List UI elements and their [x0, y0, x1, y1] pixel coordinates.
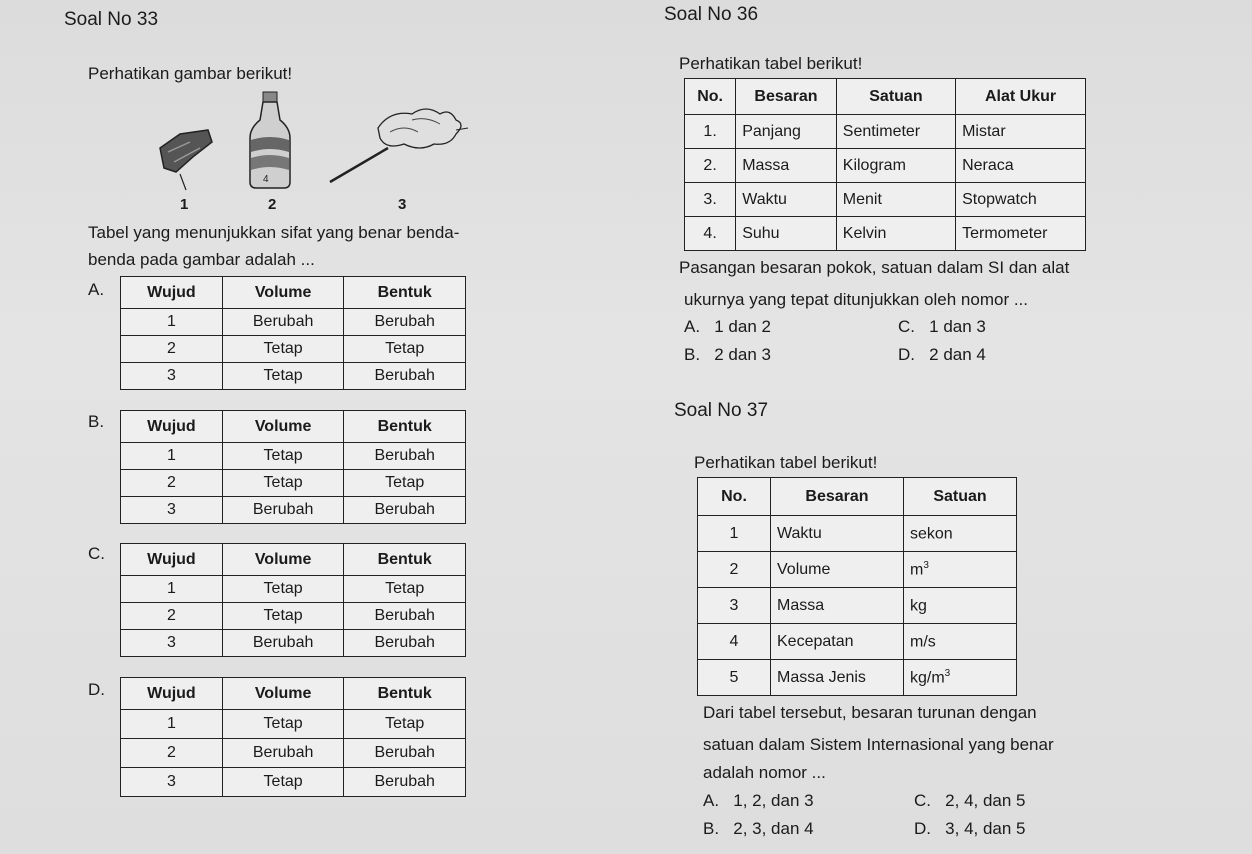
q37-question-line2: satuan dalam Sistem Internasional yang benar	[703, 735, 1054, 754]
header-volume: Volume	[222, 678, 344, 710]
q36-answer-a[interactable]: A. 1 dan 2	[684, 317, 771, 336]
q33-option-d-table[interactable]	[120, 677, 466, 797]
header-bentuk: Bentuk	[344, 678, 466, 710]
q33-intro: Perhatikan gambar berikut!	[88, 64, 293, 83]
header-satuan: Satuan	[904, 478, 1017, 516]
table-row: 3 Berubah Berubah	[121, 497, 466, 524]
header-volume: Volume	[222, 411, 344, 443]
q37-answer-b[interactable]: B. 2, 3, dan 4	[703, 819, 814, 838]
table-row: 3. Waktu Menit Stopwatch	[685, 183, 1086, 217]
q33-option-c-table[interactable]	[120, 543, 466, 657]
q37-question-line1: Dari tabel tersebut, besaran turunan dengan	[703, 703, 1037, 722]
bottle-illustration	[250, 92, 290, 188]
q36-answer-d[interactable]: D. 2 dan 4	[898, 345, 986, 364]
table-row: 2 Tetap Tetap	[121, 470, 466, 497]
q37-question-line3: adalah nomor ...	[703, 763, 826, 782]
q33-question-line1: Tabel yang menunjukkan sifat yang benar benda-	[88, 223, 460, 242]
q33-option-b-table[interactable]	[120, 410, 466, 524]
q33-option-a-letter[interactable]: A.	[88, 280, 105, 299]
table-row: 3 Berubah Berubah	[121, 630, 466, 657]
table-row: 1 Tetap Berubah	[121, 443, 466, 470]
header-besaran: Besaran	[736, 79, 837, 115]
q33-option-d-letter[interactable]: D.	[88, 680, 105, 699]
header-wujud: Wujud	[121, 277, 223, 309]
header-besaran: Besaran	[771, 478, 904, 516]
q33-option-b-letter[interactable]: B.	[88, 412, 105, 431]
q33-option-a-table[interactable]	[120, 276, 466, 390]
header-bentuk: Bentuk	[344, 277, 466, 309]
header-wujud: Wujud	[121, 411, 223, 443]
fig-label-2: 2	[268, 196, 277, 213]
smoke-illustration	[330, 109, 468, 182]
header-wujud: Wujud	[121, 678, 223, 710]
table-row: 5 Massa Jenis $kg/m^3$	[698, 660, 1017, 696]
header-volume: Volume	[222, 544, 344, 576]
q37-answer-c[interactable]: C. 2, 4, dan 5	[914, 791, 1026, 810]
q33-question-line2: benda pada gambar adalah ...	[88, 250, 315, 269]
header-alat-ukur: Alat Ukur	[956, 79, 1086, 115]
q36-question-line1: Pasangan besaran pokok, satuan dalam SI dan alat	[679, 258, 1070, 277]
header-volume: Volume	[222, 277, 344, 309]
table-row: 1 Berubah Berubah	[121, 309, 466, 336]
q33-title: Soal No 33	[64, 9, 159, 30]
fig-label-1: 1	[180, 196, 189, 213]
header-no: No.	[698, 478, 771, 516]
table-row: 2 Tetap Tetap	[121, 336, 466, 363]
header-wujud: Wujud	[121, 544, 223, 576]
fig-label-3: 3	[398, 196, 407, 213]
table-row: 3 Massa kg	[698, 588, 1017, 624]
q37-table	[697, 477, 1017, 696]
stone-illustration	[160, 130, 212, 190]
table-row: 3 Tetap Berubah	[121, 768, 466, 797]
table-row: 2 Tetap Berubah	[121, 603, 466, 630]
header-bentuk: Bentuk	[344, 411, 466, 443]
table-row: 1 Tetap Tetap	[121, 576, 466, 603]
q36-intro: Perhatikan tabel berikut!	[679, 54, 863, 73]
q37-intro: Perhatikan tabel berikut!	[694, 453, 878, 472]
q36-answer-b[interactable]: B. 2 dan 3	[684, 345, 771, 364]
q36-title: Soal No 36	[664, 4, 759, 25]
q36-answer-c[interactable]: C. 1 dan 3	[898, 317, 986, 336]
header-satuan: Satuan	[836, 79, 955, 115]
table-row: 2 Volume $m^3$	[698, 552, 1017, 588]
table-row: 3 Tetap Berubah	[121, 363, 466, 390]
q36-question-line2: ukurnya yang tepat ditunjukkan oleh nomor ...	[684, 290, 1028, 309]
q37-answer-a[interactable]: A. 1, 2, dan 3	[703, 791, 814, 810]
q37-title: Soal No 37	[674, 400, 769, 421]
table-row: 1. Panjang Sentimeter Mistar	[685, 115, 1086, 149]
table-row: 1 Waktu sekon	[698, 516, 1017, 552]
table-row: 2. Massa Kilogram Neraca	[685, 149, 1086, 183]
q36-table	[684, 78, 1086, 251]
q37-answer-d[interactable]: D. 3, 4, dan 5	[914, 819, 1026, 838]
q33-option-c-letter[interactable]: C.	[88, 544, 105, 563]
q33-figure	[150, 90, 480, 210]
table-row: 4 Kecepatan m/s	[698, 624, 1017, 660]
table-row: 4. Suhu Kelvin Termometer	[685, 217, 1086, 251]
header-bentuk: Bentuk	[344, 544, 466, 576]
svg-text:4: 4	[263, 174, 269, 185]
table-row: 1 Tetap Tetap	[121, 710, 466, 739]
table-row: 2 Berubah Berubah	[121, 739, 466, 768]
header-no: No.	[685, 79, 736, 115]
